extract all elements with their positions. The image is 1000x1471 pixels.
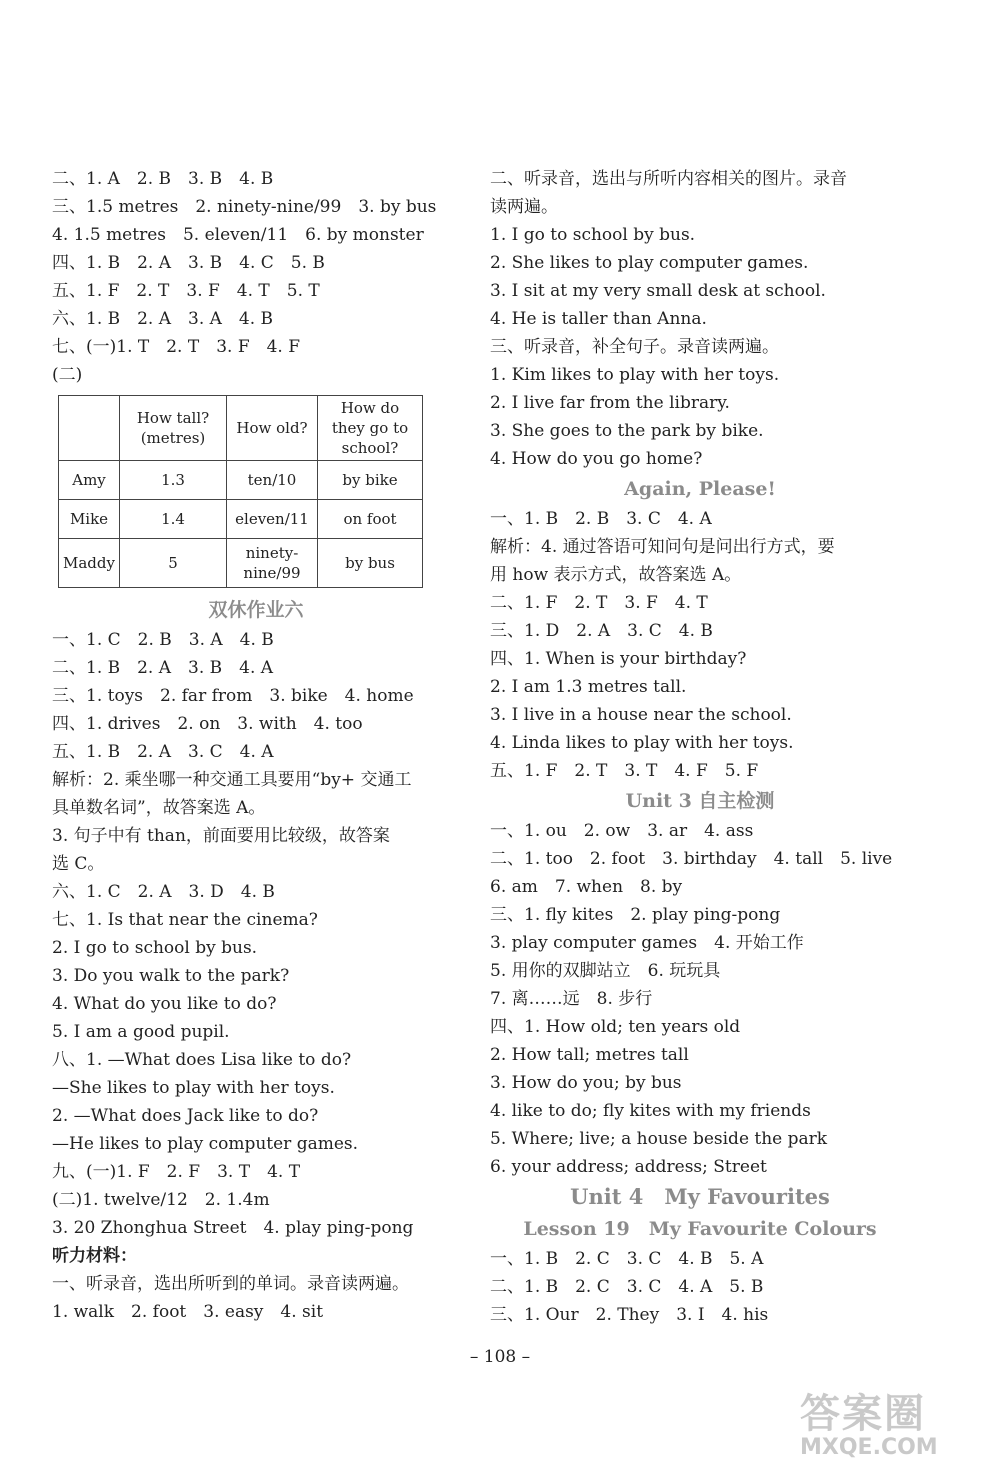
- answer-line: 四、1. When is your birthday?: [490, 649, 747, 669]
- answer-line: 5. 用你的双脚站立 6. 玩玩具: [490, 961, 721, 981]
- section-title: 双休作业六: [208, 599, 304, 621]
- answer-line: 3. I sit at my very small desk at school.: [490, 281, 826, 301]
- answer-line: (二)1. twelve/12 2. 1.4m: [52, 1190, 270, 1210]
- answer-line: 八、1. —What does Lisa like to do?: [52, 1050, 352, 1070]
- answer-line: 二、1. B 2. C 3. C 4. A 5. B: [490, 1277, 764, 1297]
- answer-line: 2. She likes to play computer games.: [490, 253, 809, 273]
- answer-line: 4. What do you like to do?: [52, 994, 277, 1014]
- answer-line: 三、1. fly kites 2. play ping-pong: [490, 905, 781, 925]
- table-cell: [59, 396, 120, 461]
- answer-line: 5. Where; live; a house beside the park: [490, 1129, 828, 1149]
- answer-line: 4. 1.5 metres 5. eleven/11 6. by monster: [52, 225, 424, 245]
- answer-line: 3. Do you walk to the park?: [52, 966, 290, 986]
- listening-title: 听力材料：: [52, 1246, 137, 1266]
- answer-line: 二、1. A 2. B 3. B 4. B: [52, 169, 274, 189]
- table-cell: by bus: [318, 539, 423, 588]
- section-title-lesson19: Lesson 19 My Favourite Colours: [523, 1218, 877, 1240]
- answer-line: 一、1. C 2. B 3. A 4. B: [52, 630, 274, 650]
- answer-line: 三、1. D 2. A 3. C 4. B: [490, 621, 713, 641]
- answer-line: 一、听录音，选出所听到的单词。录音读两遍。: [52, 1274, 409, 1294]
- answer-line: 3. I live in a house near the school.: [490, 705, 792, 725]
- answer-line: 七、1. Is that near the cinema?: [52, 910, 318, 930]
- analysis-line: 选 C。: [52, 854, 105, 874]
- table-row: [59, 461, 423, 500]
- table-header-row: [59, 396, 423, 461]
- answer-line: 2. —What does Jack like to do?: [52, 1106, 319, 1126]
- table-cell: 1.3: [120, 461, 227, 500]
- answer-line: 1. I go to school by bus.: [490, 225, 696, 245]
- answer-line: (二): [52, 365, 83, 385]
- analysis-line: 具单数名词”，故答案选 A。: [52, 798, 266, 818]
- answer-line: 5. I am a good pupil.: [52, 1022, 230, 1042]
- answer-line: 三、1. toys 2. far from 3. bike 4. home: [52, 686, 414, 706]
- answer-line: 7. 离……远 8. 步行: [490, 989, 653, 1009]
- answer-line: 一、1. ou 2. ow 3. ar 4. ass: [490, 821, 754, 841]
- answer-line: 四、1. B 2. A 3. B 4. C 5. B: [52, 253, 325, 273]
- watermark-text: 答案圈: [800, 1391, 926, 1437]
- answer-line: —She likes to play with her toys.: [52, 1078, 335, 1098]
- answer-line: 二、1. too 2. foot 3. birthday 4. tall 5. live: [490, 849, 893, 869]
- answer-line: 2. I go to school by bus.: [52, 938, 258, 958]
- table-cell: How old?: [227, 396, 318, 461]
- analysis-line: 3. 句子中有 than，前面要用比较级，故答案: [52, 826, 390, 846]
- table-cell: 1.4: [120, 500, 227, 539]
- section-title-unit3: Unit 3 自主检测: [625, 790, 775, 812]
- answer-line: 一、1. B 2. B 3. C 4. A: [490, 509, 712, 529]
- table-cell: by bike: [318, 461, 423, 500]
- answer-line: 6. am 7. when 8. by: [490, 877, 683, 897]
- table-cell: Amy: [59, 461, 120, 500]
- section-title-unit4: Unit 4 My Favourites: [570, 1184, 830, 1209]
- table-cell: 5: [120, 539, 227, 588]
- answer-line: 二、1. B 2. A 3. B 4. A: [52, 658, 274, 678]
- answer-line: 六、1. C 2. A 3. D 4. B: [52, 882, 275, 902]
- answer-line: 三、1. Our 2. They 3. I 4. his: [490, 1305, 769, 1325]
- analysis-line: 用 how 表示方式，故答案选 A。: [490, 565, 742, 585]
- answer-line: 2. How tall; metres tall: [490, 1045, 689, 1065]
- answer-line: 4. like to do; fly kites with my friends: [490, 1101, 811, 1121]
- table-cell: Mike: [59, 500, 120, 539]
- watermark-url: MXQE.COM: [800, 1435, 938, 1460]
- answer-line: 二、听录音，选出与所听内容相关的图片。录音: [490, 169, 847, 189]
- answer-line: 一、1. B 2. C 3. C 4. B 5. A: [490, 1249, 764, 1269]
- answer-line: 4. How do you go home?: [490, 449, 703, 469]
- table-cell: eleven/11: [227, 500, 318, 539]
- answer-table: [58, 395, 423, 588]
- answer-line: 3. How do you; by bus: [490, 1073, 682, 1093]
- table-row: [59, 539, 423, 588]
- answer-line: 三、听录音，补全句子。录音读两遍。: [490, 337, 779, 357]
- answer-line: 六、1. B 2. A 3. A 4. B: [52, 309, 274, 329]
- answer-line: 6. your address; address; Street: [490, 1157, 767, 1177]
- answer-line: 3. play computer games 4. 开始工作: [490, 933, 804, 953]
- answer-line: 1. Kim likes to play with her toys.: [490, 365, 780, 385]
- left-column: [52, 165, 460, 1326]
- answer-line: 九、(一)1. F 2. F 3. T 4. T: [52, 1162, 301, 1182]
- answer-line: 4. Linda likes to play with her toys.: [490, 733, 794, 753]
- answer-line: 3. 20 Zhonghua Street 4. play ping-pong: [52, 1218, 414, 1238]
- answer-line: 二、1. F 2. T 3. F 4. T: [490, 593, 708, 613]
- answer-line: 五、1. F 2. T 3. F 4. T 5. T: [52, 281, 320, 301]
- table-cell: How do they go to school?: [318, 396, 423, 461]
- answer-line: 五、1. B 2. A 3. C 4. A: [52, 742, 274, 762]
- section-title-again-please: Again, Please!: [624, 478, 776, 500]
- answer-line: 1. walk 2. foot 3. easy 4. sit: [52, 1302, 324, 1322]
- watermark-logo: [800, 1392, 990, 1464]
- answer-line: 四、1. drives 2. on 3. with 4. too: [52, 714, 363, 734]
- table-cell: Maddy: [59, 539, 120, 588]
- analysis-line: 解析：2. 乘坐哪一种交通工具要用“by+ 交通工: [52, 770, 412, 790]
- page-number: – 108 –: [469, 1347, 531, 1367]
- analysis-line: 解析：4. 通过答语可知问句是问出行方式，要: [490, 537, 835, 557]
- table-cell: How tall? (metres): [120, 396, 227, 461]
- answer-line: 4. He is taller than Anna.: [490, 309, 707, 329]
- answer-line: 五、1. F 2. T 3. T 4. F 5. F: [490, 761, 759, 781]
- answer-line: —He likes to play computer games.: [52, 1134, 359, 1154]
- table-cell: on foot: [318, 500, 423, 539]
- answer-line: 四、1. How old; ten years old: [490, 1017, 741, 1037]
- table-cell: ninety-nine/99: [227, 539, 318, 588]
- answer-line: 七、(一)1. T 2. T 3. F 4. F: [52, 337, 301, 357]
- answer-line: 三、1.5 metres 2. ninety-nine/99 3. by bus: [52, 197, 437, 217]
- table-cell: ten/10: [227, 461, 318, 500]
- answer-line: 2. I live far from the library.: [490, 393, 730, 413]
- right-column: [490, 165, 910, 1329]
- answer-line: 3. She goes to the park by bike.: [490, 421, 764, 441]
- table-row: [59, 500, 423, 539]
- answer-line: 2. I am 1.3 metres tall.: [490, 677, 687, 697]
- answer-line: 读两遍。: [490, 197, 558, 217]
